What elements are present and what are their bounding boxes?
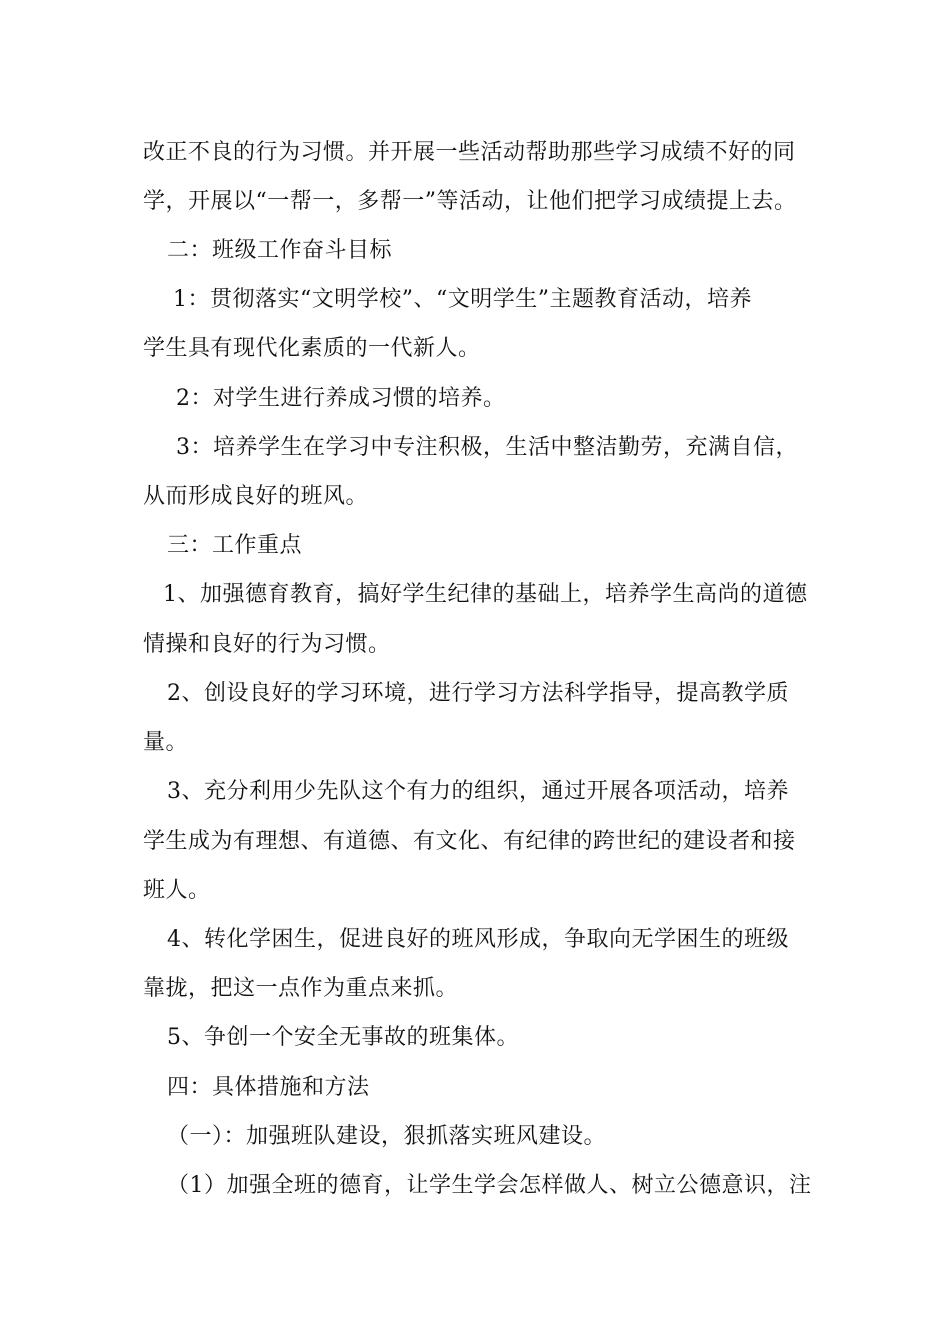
text-line: 3：培养学生在学习中专注积极，生活中整洁勤劳，充满自信， xyxy=(176,435,798,460)
subsection-heading: （一）：加强班队建设，狠抓落实班风建设。 xyxy=(167,1124,607,1149)
text-line: 班人。 xyxy=(143,878,211,903)
text-line: 学生成为有理想、有道德、有文化、有纪律的跨世纪的建设者和接 xyxy=(143,829,796,854)
text-line: 改正不良的行为习惯。并开展一些活动帮助那些学习成绩不好的同 xyxy=(143,140,796,165)
section-heading: 三：工作重点 xyxy=(167,533,303,558)
section-heading: 二：班级工作奋斗目标 xyxy=(167,238,393,263)
text-line: 1：贯彻落实“文明学校”、“文明学生”主题教育活动，培养 xyxy=(173,287,752,312)
text-line: 学，开展以“一帮一，多帮一”等活动，让他们把学习成绩提上去。 xyxy=(143,189,797,214)
text-line: 2、创设良好的学习环境，进行学习方法科学指导，提高教学质 xyxy=(167,681,789,706)
text-line: 1、加强德育教育，搞好学生纪律的基础上，培养学生高尚的道德 xyxy=(163,582,808,607)
text-line: 量。 xyxy=(143,730,189,755)
text-line: 学生具有现代化素质的一代新人。 xyxy=(143,336,481,361)
text-line: 3、充分利用少先队这个有力的组织，通过开展各项活动，培养 xyxy=(167,779,789,804)
text-line: 从而形成良好的班风。 xyxy=(143,484,369,509)
section-heading: 四：具体措施和方法 xyxy=(167,1075,370,1100)
text-line: 5、争创一个安全无事故的班集体。 xyxy=(167,1025,519,1050)
text-line: 靠拢，把这一点作为重点来抓。 xyxy=(143,976,459,1001)
text-line: 2：对学生进行养成习惯的培养。 xyxy=(176,386,506,411)
text-line: （1）加强全班的德育，让学生学会怎样做人、树立公德意识，注 xyxy=(167,1173,812,1198)
text-line: 4、转化学困生，促进良好的班风形成，争取向无学困生的班级 xyxy=(167,927,789,952)
text-line: 情操和良好的行为习惯。 xyxy=(143,632,391,657)
